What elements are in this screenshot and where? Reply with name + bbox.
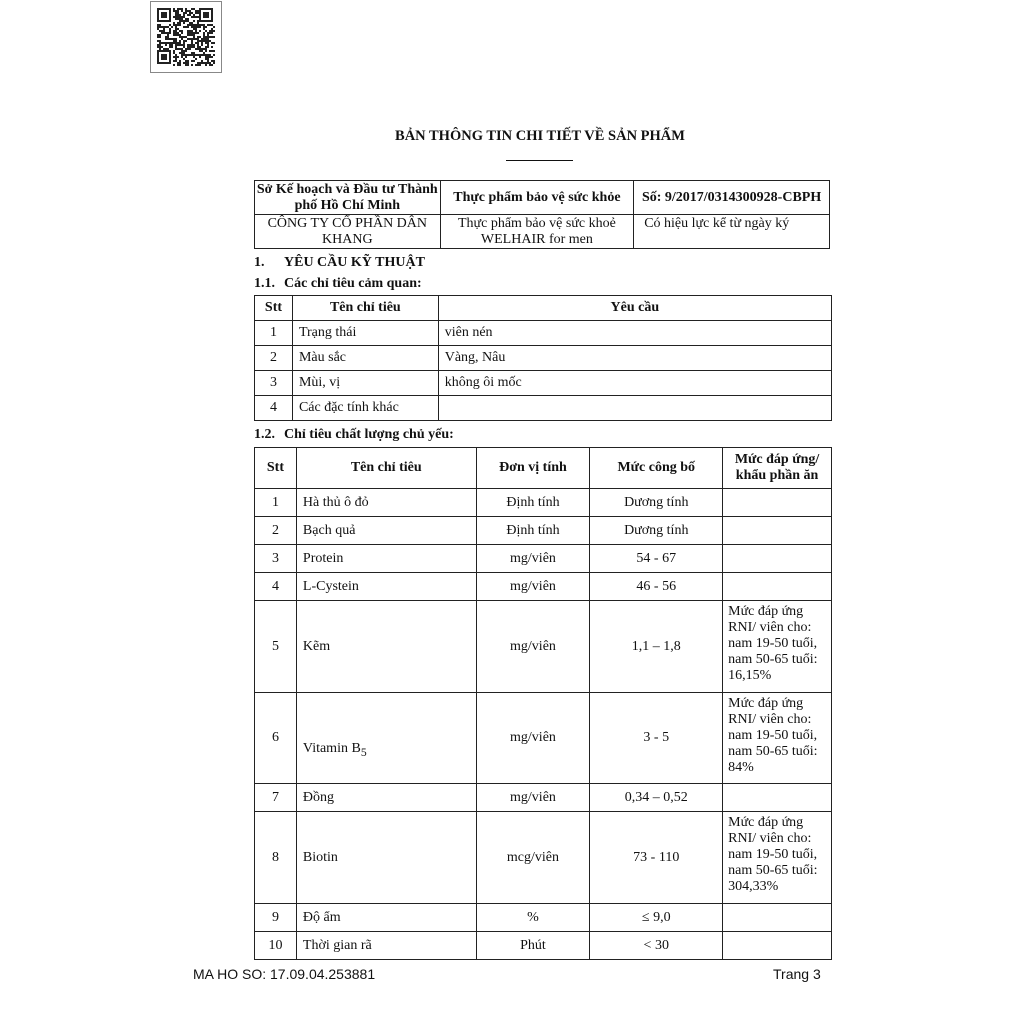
section-1-1-heading xyxy=(254,276,422,292)
declared-value-cell: 0,34 – 0,52 xyxy=(590,784,723,812)
column-header: Yêu cầu xyxy=(438,296,831,321)
table-header-row xyxy=(255,296,832,321)
criterion-cell: Các đặc tính khác xyxy=(292,396,438,421)
unit-cell: mg/viên xyxy=(476,573,590,601)
rni-cell xyxy=(723,489,832,517)
stt-cell: 5 xyxy=(255,601,297,693)
requirement-cell: Vàng, Nâu xyxy=(438,346,831,371)
section-1-number: 1. xyxy=(254,255,265,270)
stt-cell: 2 xyxy=(255,346,293,371)
rni-cell: Mức đáp ứng RNI/ viên cho: nam 19-50 tuổi, nam 50-65 tuổi: 304,33% xyxy=(723,812,832,904)
validity-cell: Có hiệu lực kể từ ngày ký xyxy=(634,215,830,249)
page-number: Trang 3 xyxy=(773,966,821,982)
header-row-1 xyxy=(255,181,830,215)
rni-cell: Mức đáp ứng RNI/ viên cho: nam 19-50 tuổi, nam 50-65 tuổi: 84% xyxy=(723,693,832,784)
rni-cell xyxy=(723,517,832,545)
criterion-subscript: 5 xyxy=(360,746,367,759)
unit-cell: mg/viên xyxy=(476,784,590,812)
declared-value-cell: 73 - 110 xyxy=(590,812,723,904)
section-1-2-heading xyxy=(254,427,454,443)
table-row xyxy=(255,371,832,396)
unit-cell: % xyxy=(476,904,590,932)
table-row xyxy=(255,489,832,517)
page-title: BẢN THÔNG TIN CHI TIẾT VỀ SẢN PHẨM xyxy=(395,128,685,144)
rni-cell xyxy=(723,904,832,932)
table-row xyxy=(255,601,832,693)
stt-cell: 1 xyxy=(255,321,293,346)
section-1-1-title: Các chỉ tiêu cảm quan: xyxy=(284,276,422,291)
table-row xyxy=(255,545,832,573)
criterion-cell: Độ ẩm xyxy=(296,904,476,932)
table-row xyxy=(255,346,832,371)
section-1-title: YÊU CẦU KỸ THUẬT xyxy=(284,255,425,270)
column-header: Mức công bố xyxy=(590,448,723,489)
unit-cell: Định tính xyxy=(476,517,590,545)
criterion-cell: Màu sắc xyxy=(292,346,438,371)
criterion-cell: Biotin xyxy=(296,812,476,904)
section-1-1-number: 1.1. xyxy=(254,276,275,291)
stt-cell: 3 xyxy=(255,545,297,573)
sensory-table xyxy=(254,295,832,421)
title-underline xyxy=(506,160,573,161)
table-row xyxy=(255,693,832,784)
stt-cell: 6 xyxy=(255,693,297,784)
table-row xyxy=(255,573,832,601)
stt-cell: 4 xyxy=(255,396,293,421)
table-row xyxy=(255,812,832,904)
header-row-2 xyxy=(255,215,830,249)
unit-cell: Định tính xyxy=(476,489,590,517)
criterion-cell: Mùi, vị xyxy=(292,371,438,396)
column-header: Mức đáp ứng/ khẩu phần ăn xyxy=(723,448,832,489)
table-row xyxy=(255,784,832,812)
table-header-row xyxy=(255,448,832,489)
table-row xyxy=(255,932,832,960)
requirement-cell: không ôi mốc xyxy=(438,371,831,396)
unit-cell: mg/viên xyxy=(476,693,590,784)
criterion-cell: Protein xyxy=(296,545,476,573)
column-header: Tên chỉ tiêu xyxy=(296,448,476,489)
stt-cell: 3 xyxy=(255,371,293,396)
criterion-cell: Kẽm xyxy=(296,601,476,693)
unit-cell: mg/viên xyxy=(476,601,590,693)
stt-cell: 2 xyxy=(255,517,297,545)
requirement-cell: viên nén xyxy=(438,321,831,346)
authority-cell: Sở Kế hoạch và Đầu tư Thành phố Hồ Chí Minh xyxy=(255,181,441,215)
criterion-cell: Đồng xyxy=(296,784,476,812)
criterion-cell: Hà thủ ô đỏ xyxy=(296,489,476,517)
declared-value-cell: 3 - 5 xyxy=(590,693,723,784)
section-1-2-number: 1.2. xyxy=(254,427,275,442)
unit-cell: mcg/viên xyxy=(476,812,590,904)
section-1-2-title: Chỉ tiêu chất lượng chủ yếu: xyxy=(284,427,454,442)
qr-code xyxy=(150,1,222,73)
declared-value-cell: < 30 xyxy=(590,932,723,960)
criterion-cell: L-Cystein xyxy=(296,573,476,601)
column-header: Đơn vị tính xyxy=(476,448,590,489)
company-cell: CÔNG TY CỔ PHẦN DÂN KHANG xyxy=(255,215,441,249)
criterion-cell: Trạng thái xyxy=(292,321,438,346)
stt-cell: 10 xyxy=(255,932,297,960)
declared-value-cell: Dương tính xyxy=(590,489,723,517)
product-name-cell: Thực phẩm bảo vệ sức khoẻ WELHAIR for men xyxy=(440,215,634,249)
declared-value-cell: Dương tính xyxy=(590,517,723,545)
header-table xyxy=(254,180,830,249)
criterion-cell: Bạch quả xyxy=(296,517,476,545)
rni-cell xyxy=(723,545,832,573)
stt-cell: 9 xyxy=(255,904,297,932)
table-row xyxy=(255,396,832,421)
column-header: Stt xyxy=(255,296,293,321)
stt-cell: 7 xyxy=(255,784,297,812)
dossier-code: MA HO SO: 17.09.04.253881 xyxy=(193,966,376,982)
requirement-cell xyxy=(438,396,831,421)
rni-cell xyxy=(723,932,832,960)
rni-cell xyxy=(723,784,832,812)
declared-value-cell: 54 - 67 xyxy=(590,545,723,573)
unit-cell: Phút xyxy=(476,932,590,960)
declared-value-cell: 46 - 56 xyxy=(590,573,723,601)
qr-code-icon xyxy=(157,8,215,66)
criterion-cell: Thời gian rã xyxy=(296,932,476,960)
stt-cell: 4 xyxy=(255,573,297,601)
declared-value-cell: 1,1 – 1,8 xyxy=(590,601,723,693)
unit-cell: mg/viên xyxy=(476,545,590,573)
product-type-cell: Thực phẩm bảo vệ sức khỏe xyxy=(440,181,634,215)
column-header: Stt xyxy=(255,448,297,489)
stt-cell: 8 xyxy=(255,812,297,904)
rni-cell: Mức đáp ứng RNI/ viên cho: nam 19-50 tuổi, nam 50-65 tuổi: 16,15% xyxy=(723,601,832,693)
section-1-heading xyxy=(254,255,425,271)
table-row xyxy=(255,517,832,545)
column-header: Tên chỉ tiêu xyxy=(292,296,438,321)
declared-value-cell: ≤ 9,0 xyxy=(590,904,723,932)
stt-cell: 1 xyxy=(255,489,297,517)
quality-table xyxy=(254,447,832,960)
criterion-cell xyxy=(296,693,476,784)
document-number-cell: Số: 9/2017/0314300928-CBPH xyxy=(634,181,830,215)
table-row xyxy=(255,321,832,346)
table-row xyxy=(255,904,832,932)
criterion-name: Vitamin B xyxy=(302,741,361,757)
rni-cell xyxy=(723,573,832,601)
